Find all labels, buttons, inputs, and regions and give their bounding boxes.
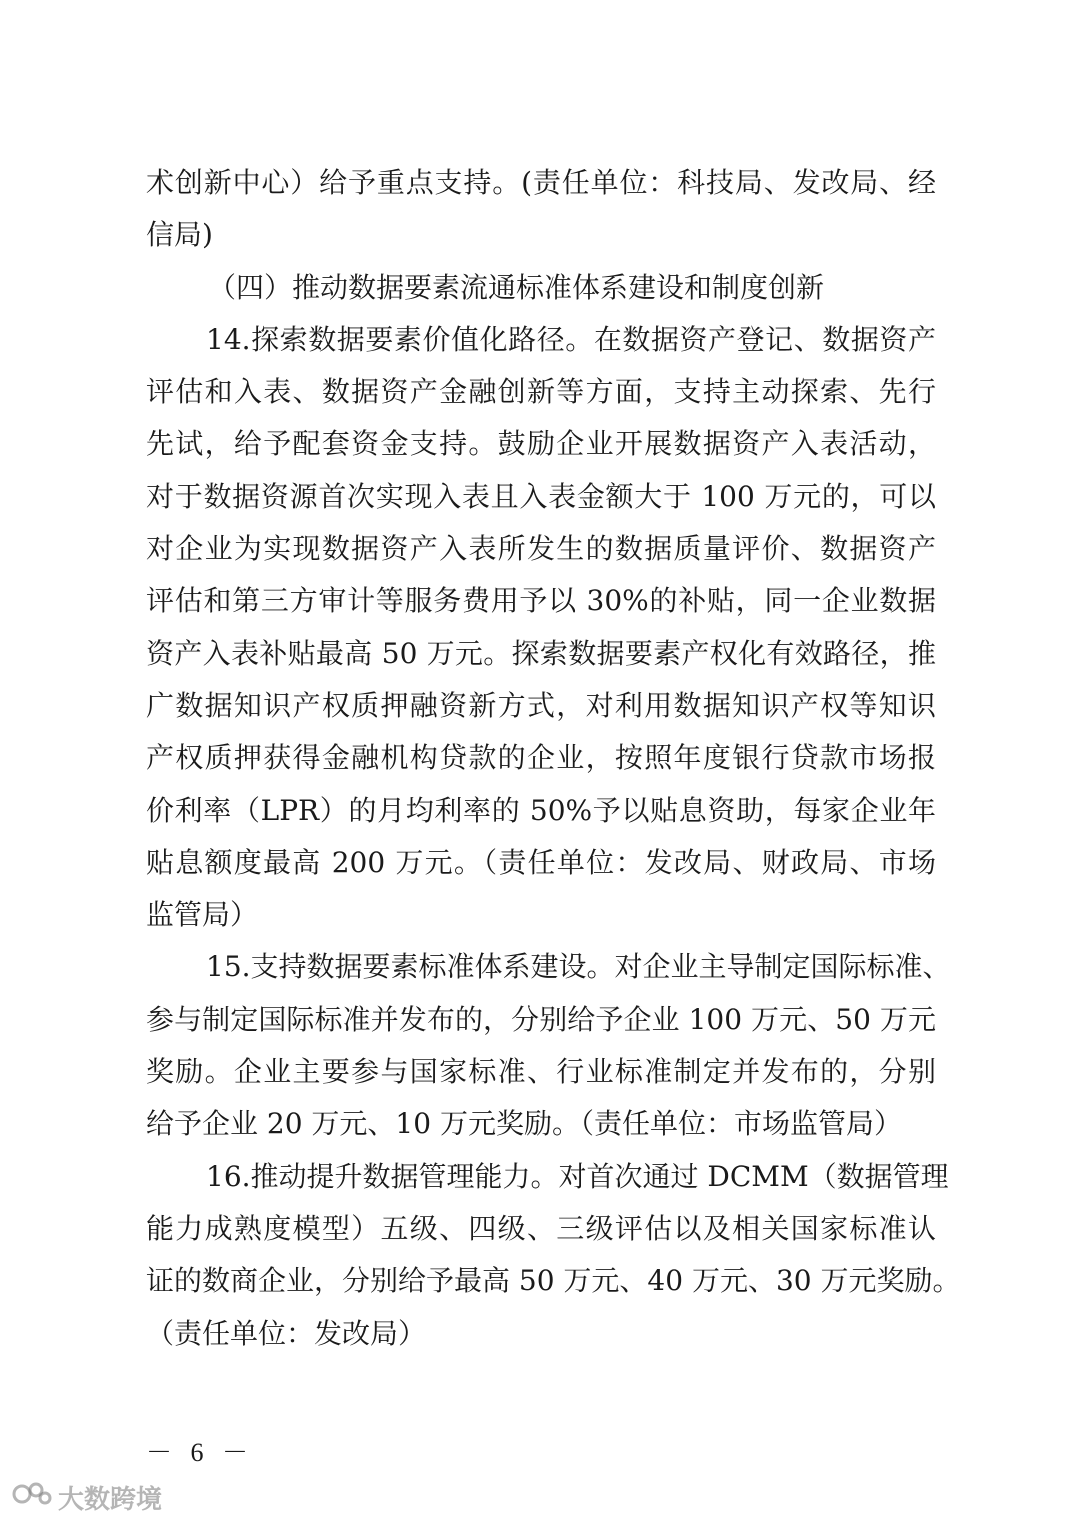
item-15-line: 奖励。企业主要参与国家标准、行业标准制定并发布的，分别: [146, 1055, 936, 1089]
item-15-line: 给予企业 20 万元、10 万元奖励。（责任单位：市场监管局）: [146, 1107, 902, 1141]
item-14-line: 贴息额度最高 200 万元。（责任单位：发改局、财政局、市场: [146, 845, 936, 879]
brand-logo-icon: [12, 1478, 52, 1517]
item-16-line: 能力成熟度模型）五级、四级、三级评估以及相关国家标准认: [146, 1211, 936, 1245]
item-14-line: 对于数据资源首次实现入表且入表金额大于 100 万元的，可以: [146, 479, 936, 513]
watermark: [12, 1478, 162, 1517]
item-14-line: 14.探索数据要素价值化路径。在数据资产登记、数据资产: [206, 322, 936, 356]
watermark-text: 大数跨境: [58, 1485, 163, 1515]
item-14-line: 评估和入表、数据资产金融创新等方面，支持主动探索、先行: [146, 375, 936, 409]
item-14-line: 对企业为实现数据资产入表所发生的数据质量评价、数据资产: [146, 532, 936, 566]
document-body: [146, 157, 961, 1360]
item-15-line: 参与制定国际标准并发布的，分别给予企业 100 万元、50 万元: [146, 1002, 936, 1036]
item-14-line: 价利率（LPR）的月均利率的 50%予以贴息资助，每家企业年: [146, 793, 936, 827]
item-14-line: 先试，给予配套资金支持。鼓励企业开展数据资产入表活动，: [146, 427, 936, 461]
item-16-line: （责任单位：发改局）: [146, 1316, 427, 1350]
item-16-line: 16.推动提升数据管理能力。对首次通过 DCMM（数据管理: [206, 1159, 949, 1193]
item-14-line: 产权质押获得金融机构贷款的企业，按照年度银行贷款市场报: [146, 741, 936, 775]
item-14-line: 资产入表补贴最高 50 万元。探索数据要素产权化有效路径，推: [146, 636, 936, 670]
section-heading: （四）推动数据要素流通标准体系建设和制度创新: [208, 270, 825, 304]
item-14-line: 广数据知识产权质押融资新方式，对利用数据知识产权等知识: [146, 688, 936, 722]
item-15-line: 15.支持数据要素标准体系建设。对企业主导制定国际标准、: [206, 950, 951, 984]
item-14-line: 评估和第三方审计等服务费用予以 30%的补贴，同一企业数据: [146, 584, 936, 618]
page-number: － 6 －: [146, 1438, 255, 1467]
paragraph-line: 术创新中心）给予重点支持。(责任单位：科技局、发改局、经: [146, 166, 936, 199]
item-14-line: 监管局）: [146, 898, 259, 932]
item-16-line: 证的数商企业，分别给予最高 50 万元、40 万元、30 万元奖励。: [146, 1264, 961, 1298]
paragraph-line: 信局): [146, 218, 213, 252]
